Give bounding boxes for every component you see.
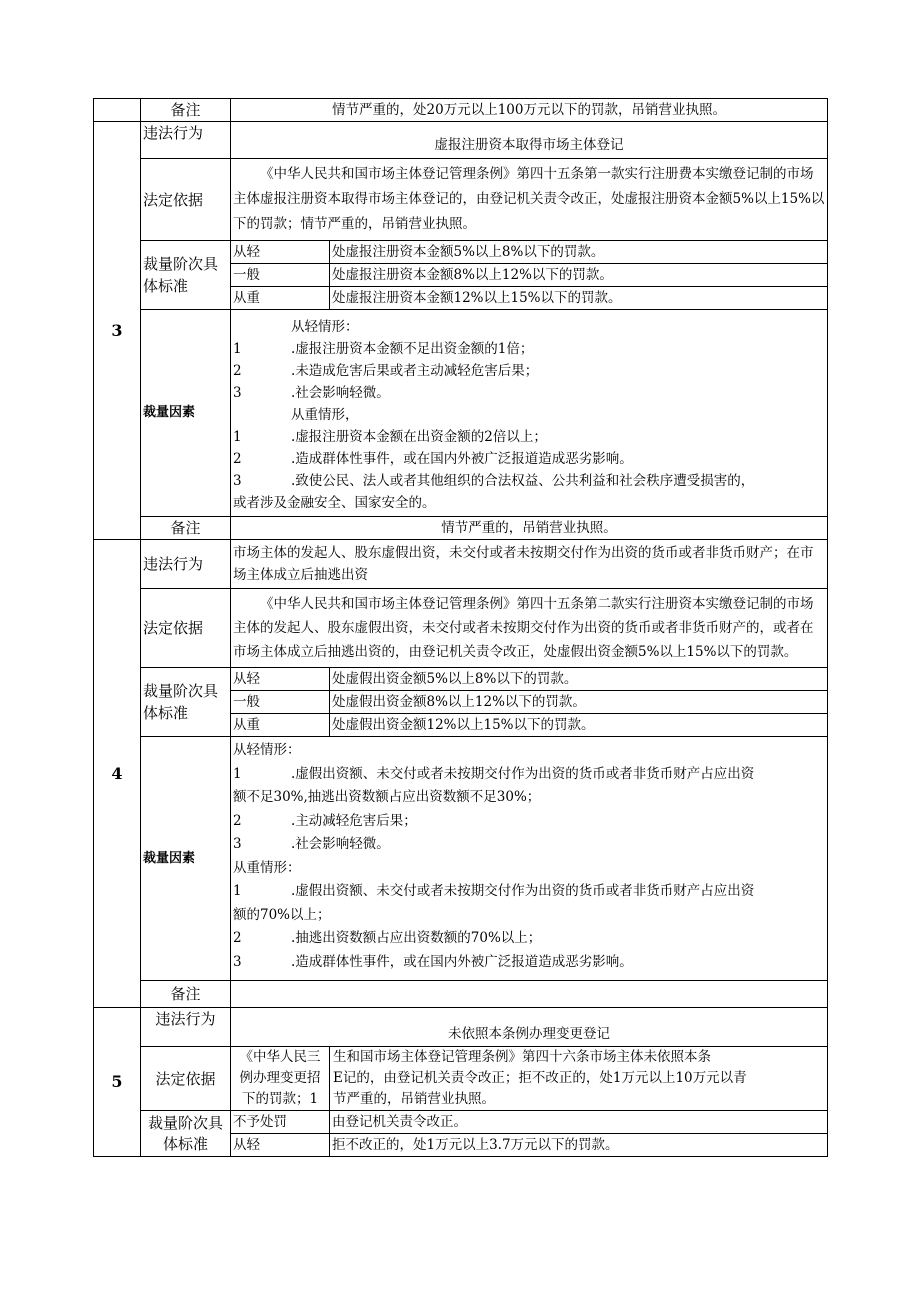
factor-line: 从轻情形： (291, 319, 359, 335)
level-name: 从重 (231, 714, 330, 737)
level-text: 处虚假出资金额8%以上12%以下的罚款。 (330, 691, 828, 714)
item5-levels-row (94, 1111, 828, 1157)
item5-violation-label: 违法行为 (141, 1008, 231, 1047)
item4-remark-text (231, 981, 828, 1008)
level-text: 由登记机关责令改正。 (330, 1111, 828, 1134)
item5-basis-right: 生和国市场主体登记管理条例》第四十六条市场主体未依照本条 E记的，由登记机关责令改正；拒不改正的，处1万元以上10万元以青 节严重的，吊销营业执照。 (333, 1049, 747, 1107)
item4-basis-label: 法定依据 (141, 589, 231, 668)
item3-remark-row (94, 517, 828, 540)
factor-line: 2 .未造成危害后果或者主动减轻危害后果； (233, 363, 539, 379)
item4-factors-cell (231, 737, 828, 981)
level-name: 从轻 (231, 1134, 330, 1157)
item5-basis-row (94, 1047, 828, 1111)
level-row (231, 691, 827, 714)
item3-levels-row (94, 241, 828, 310)
level-row (231, 668, 827, 691)
item3-remark-label: 备注 (141, 517, 231, 540)
level-text: 处虚假出资金额12%以上15%以下的罚款。 (332, 717, 595, 733)
factor-line: 额不足30%,抽逃出资数额占应出资数额不足30%； (233, 789, 541, 805)
level-text: 处虚报注册资本金额5%以上8%以下的罚款。 (330, 241, 828, 264)
remark-text: 情节严重的，处20万元以上100万元以下的罚款，吊销营业执照。 (231, 99, 828, 122)
item3-violation-label: 违法行为 (141, 122, 231, 159)
item4-factors-row (94, 737, 828, 981)
item5-levels-cell (231, 1111, 828, 1157)
item3-levels-table (231, 241, 827, 309)
level-name: 一般 (231, 691, 330, 714)
factor-line: 2 .造成群体性事件，或在国内外被广泛报道造成恶劣影响。 (233, 451, 633, 467)
level-text: 处虚假出资金额5%以上8%以下的罚款。 (330, 668, 828, 691)
item3-factors-cell (231, 310, 828, 517)
item5-number: 5 (94, 1008, 141, 1157)
item3-basis-row (94, 159, 828, 241)
item3-violation-row (94, 122, 828, 159)
item5-basis-label: 法定依据 (141, 1047, 231, 1111)
level-name: 从轻 (231, 241, 330, 264)
item3-violation-text: 虚报注册资本取得市场主体登记 (231, 122, 828, 159)
factor-line: 或者涉及金融安全、国家安全的。 (233, 495, 436, 511)
penalty-discretion-table-page (93, 98, 827, 1157)
level-row (231, 1111, 827, 1134)
item3-number: 3 (94, 122, 141, 540)
item4-levels-cell (231, 668, 828, 737)
item4-basis-row (94, 589, 828, 668)
item4-violation-text: 市场主体的发起人、股东虚假出资，未交付或者未按期交付作为出资的货币或者非货币财产；在市场主体成立后抽逃出资 (231, 540, 828, 589)
level-text: 拒不改正的，处1万元以上3.7万元以下的罚款。 (332, 1137, 619, 1153)
item5-basis-split (231, 1047, 827, 1110)
item5-levels-table (231, 1111, 827, 1156)
item5-basis-cell (231, 1047, 828, 1111)
level-name: 从重 (231, 287, 330, 310)
factor-line: 从轻情形： (233, 742, 301, 758)
item3-basis-label: 法定依据 (141, 159, 231, 241)
item4-violation-label: 违法行为 (141, 540, 231, 589)
level-row (231, 264, 827, 287)
factor-line: 3 .造成群体性事件，或在国内外被广泛报道造成恶劣影响。 (233, 953, 633, 970)
number-cell-empty (94, 99, 141, 122)
level-name: 从轻 (231, 668, 330, 691)
item4-basis-text: 《中华人民共和国市场主体登记管理条例》第四十五条第二款实行注册资本实缴登记制的市场主体的发起人、股东虚假出资，未交付或者未按期交付作为出资的货币或者非货币财产的，或者在市场主体成立后抽逃出资的，由登记机关责令改正，处虚假出资金额5%以上15%以下的罚款。 (231, 589, 828, 668)
item4-levels-table (231, 668, 827, 736)
item4-number: 4 (94, 540, 141, 1008)
item3-factors-row (94, 310, 828, 517)
row-top-remark (94, 99, 828, 122)
item3-levels-cell (231, 241, 828, 310)
level-row (231, 241, 827, 264)
item4-remark-label: 备注 (141, 981, 231, 1008)
factor-line: 1 .虚假出资额、未交付或者未按期交付作为出资的货币或者非货币财产占应出资 (233, 883, 755, 899)
item3-basis-text: 《中华人民共和国市场主体登记管理条例》第四十五条第一款实行注册费本实缴登记制的市场主体虚报注册资本取得市场主体登记的，由登记机关责令改正，处虚报注册资本金额5%以上15%以下的罚款；情节严重的，吊销营业执照。 (231, 159, 828, 241)
level-text: 处虚报注册资本金额12%以上15%以下的罚款。 (332, 290, 622, 306)
factor-line: 3 .社会影响轻微。 (233, 385, 390, 401)
item4-levels-label: 裁量阶次具体标准 (141, 668, 231, 737)
item4-factors-label: 裁量因素 (141, 737, 231, 981)
item4-violation-row (94, 540, 828, 589)
item5-basis-left: 《中华人民三 例办理变更招 下的罚款；1 (231, 1047, 330, 1110)
remark-label: 备注 (141, 99, 231, 122)
factor-line: 从重情形， (291, 407, 359, 423)
factor-line: 2 .抽逃出资数额占应出资数额的70%以上； (233, 930, 542, 946)
factor-line: 1 .虚报注册资本金额不足出资金额的1倍； (233, 341, 534, 357)
factor-line: 1 .虚报注册资本金额在出资金额的2倍以上； (233, 429, 547, 445)
item3-remark-text: 情节严重的，吊销营业执照。 (231, 517, 828, 540)
factor-line: 3 .致使公民、法人或者其他组织的合法权益、公共利益和社会秩序遭受损害的， (233, 473, 755, 489)
item4-remark-row (94, 981, 828, 1008)
item3-levels-label: 裁量阶次具体标准 (141, 241, 231, 310)
factor-line: 额的70%以上； (233, 906, 331, 923)
item4-levels-row (94, 668, 828, 737)
level-text: 处虚报注册资本金额8%以上12%以下的罚款。 (330, 264, 828, 287)
item5-violation-row (94, 1008, 828, 1047)
level-name: 一般 (231, 264, 330, 287)
item5-violation-text: 未依照本条例办理变更登记 (231, 1008, 828, 1047)
item5-levels-label: 裁量阶次具体标准 (141, 1111, 231, 1157)
factor-line: 从重情形： (233, 859, 301, 876)
factor-line: 2 .主动减轻危害后果； (233, 812, 417, 829)
level-name: 不予处罚 (231, 1111, 330, 1134)
item3-factors-label: 裁量因素 (141, 310, 231, 517)
level-row (231, 287, 827, 310)
factor-line: 1 .虚假出资额、未交付或者未按期交付作为出资的货币或者非货币财产占应出资 (233, 765, 755, 782)
level-row (231, 714, 827, 737)
penalty-table (93, 98, 828, 1157)
level-row (231, 1134, 827, 1157)
factor-line: 3 .社会影响轻微。 (233, 836, 390, 852)
